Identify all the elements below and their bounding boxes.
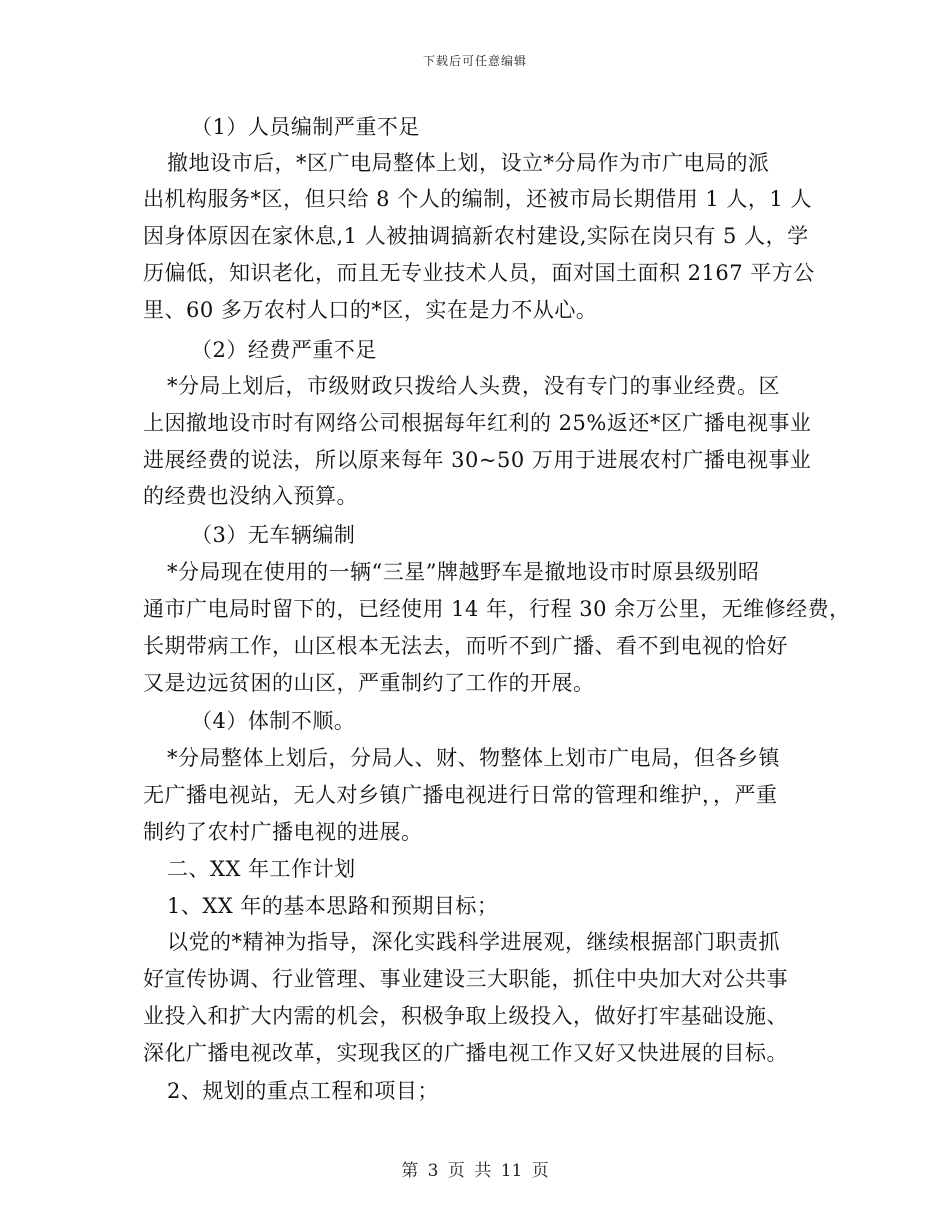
paragraph-line: 深化广播电视改革，实现我区的广播电视工作又好又快进展的目标。 xyxy=(143,1041,788,1065)
paragraph-line: 撤地设市后，*区广电局整体上划，设立*分局作为市广电局的派 xyxy=(167,151,770,175)
paragraph-line: 长期带病工作，山区根本无法去，而听不到广播、看不到电视的恰好 xyxy=(143,634,788,658)
paragraph-line: 出机构服务*区，但只给 8 个人的编制，还被市局长期借用 1 人，1 人 xyxy=(143,187,812,211)
paragraph-line: 通市广电局时留下的，已经使用 14 年，行程 30 余万公里，无维修经费， xyxy=(143,597,851,621)
paragraph-line: 好宣传协调、行业管理、事业建设三大职能，抓住中央加大对公共事 xyxy=(143,967,788,991)
paragraph-line: *分局上划后，市级财政只拨给人头费，没有专门的事业经费。区 xyxy=(167,374,780,398)
paragraph-line: *分局现在使用的一辆“三星”牌越野车是撤地设市时原县级别昭 xyxy=(167,560,760,584)
page-header: 下载后可任意编辑 xyxy=(422,54,527,68)
subsection-heading-goals: 1、XX 年的基本思路和预期目标； xyxy=(167,894,499,918)
section-heading-system: （4）体制不顺。 xyxy=(191,709,356,733)
subsection-heading-projects: 2、规划的重点工程和项目； xyxy=(167,1079,439,1103)
paragraph-line: 业投入和扩大内需的机会，积极争取上级投入，做好打牢基础设施、 xyxy=(143,1004,788,1028)
paragraph-line: 进展经费的说法，所以原来每年 30~50 万用于进展农村广播电视事业 xyxy=(143,448,812,472)
section-heading-vehicles: （3）无车辆编制 xyxy=(191,523,356,547)
paragraph-line: 又是边远贫困的山区，严重制约了工作的开展。 xyxy=(143,671,595,695)
paragraph-line: 以党的*精神为指导，深化实践科学进展观，继续根据部门职责抓 xyxy=(167,930,780,954)
paragraph-line: 的经费也没纳入预算。 xyxy=(143,484,358,508)
section-heading-funding: （2）经费严重不足 xyxy=(191,338,377,362)
paragraph-line: 因身体原因在家休息,1 人被抽调搞新农村建设,实际在岗只有 5 人，学 xyxy=(143,224,809,248)
page-footer: 第 3 页 共 11 页 xyxy=(401,1161,549,1181)
paragraph-line: 历偏低，知识老化，而且无专业技术人员，面对国土面积 2167 平方公 xyxy=(143,261,815,285)
paragraph-line: 里、60 多万农村人口的*区，实在是力不从心。 xyxy=(143,298,598,322)
paragraph-line: 无广播电视站，无人对乡镇广播电视进行日常的管理和维护，，严重 xyxy=(143,783,778,807)
paragraph-line: *分局整体上划后，分局人、财、物整体上划市广电局，但各乡镇 xyxy=(167,746,780,770)
section-heading-staffing: （1）人员编制严重不足 xyxy=(191,115,420,139)
section-heading-plan: 二、XX 年工作计划 xyxy=(167,857,356,881)
paragraph-line: 上因撤地设市时有网络公司根据每年红利的 25%返还*区广播电视事业 xyxy=(143,411,812,435)
paragraph-line: 制约了农村广播电视的进展。 xyxy=(143,820,423,844)
